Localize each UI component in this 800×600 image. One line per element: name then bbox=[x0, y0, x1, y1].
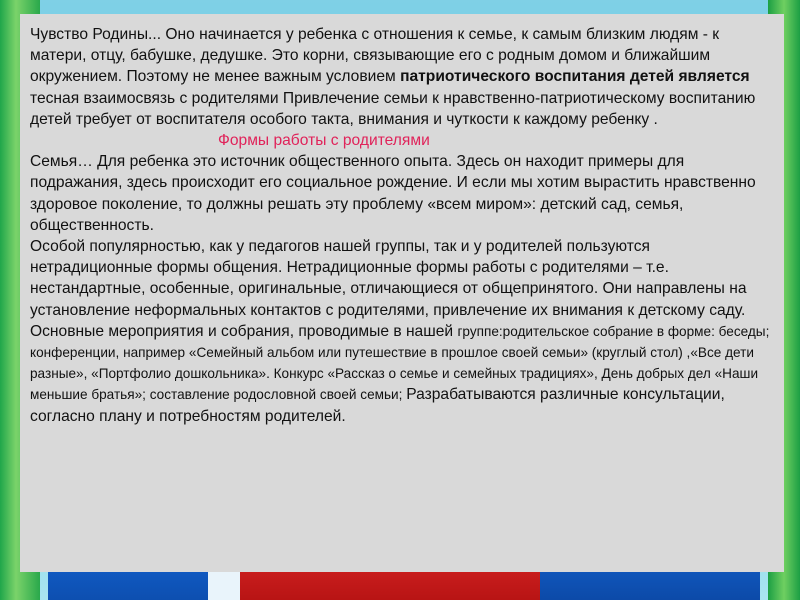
intro-text-end: тесная взаимосвязь с родителями Привлечение семьи к нравственно-патриотическому воспитанию детей требует от воспитателя особого такта, внимания и чуткости к каждому ребенку . bbox=[30, 89, 756, 128]
forms-text: Особой популярностью, как у педагогов нашей группы, так и у родителей пользуются нетрадиционные формы общения. Нетрадиционные формы работы с родителями – т.е. нестандартные, особенные, оригинальные, отличающиеся от общепринятого. Они направлены на установление неформальных контактов с родителями, привлечение их внимания к детскому саду. Основные мероприятия и собрания, проводимые в нашей bbox=[30, 238, 747, 340]
forms-small-text: группе:родительское собрание в форме: беседы; конференции, например «Семейный альбом или путешествие в прошлое своей семьи» (круглый стол) ,«Все дети разные», «Портфолио дошкольника». Конкурс «Рассказ о семье и семейных традициях», День добрых дел «Наши меньшие братья»; составление родословной своей семьи; bbox=[30, 323, 770, 403]
paragraph-forms bbox=[30, 236, 774, 427]
intro-text: Чувство Родины... Оно начинается у ребенка с отношения к семье, к самым близким людям - к матери, отцу, бабушке, дедушке. Это корни, связывающие его с родным домом и ближайшим окружением. Поэтому не менее важным условием bbox=[30, 26, 720, 86]
text-panel bbox=[20, 14, 784, 572]
paragraph-family: Семья… Для ребенка это источник общественного опыта. Здесь он находит примеры для подражания, здесь происходит его социальное рождение. И если мы хотим вырастить нравственно здоровое поколение, то должны решать эту проблему «всем миром»: детский сад, семья, общественность. bbox=[30, 153, 756, 234]
paragraph-intro bbox=[30, 24, 774, 130]
section-heading: Формы работы с родителями bbox=[218, 132, 430, 150]
intro-bold-text: патриотического воспитания детей является bbox=[400, 68, 750, 86]
forms-text-end: Разрабатываются различные консультации, согласно плану и потребностям родителей. bbox=[30, 386, 725, 425]
